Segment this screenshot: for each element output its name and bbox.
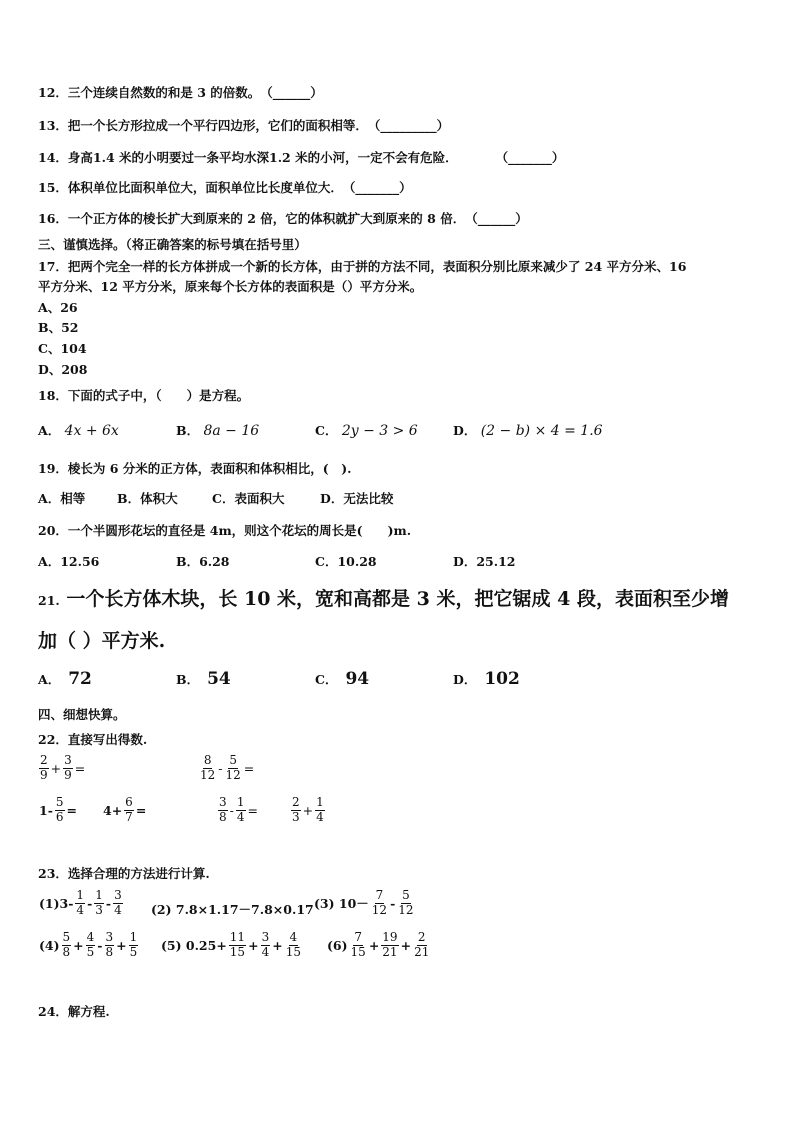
option-b[interactable]: B．6.28 bbox=[176, 554, 230, 569]
question-18: 18．下面的式子中，（ ）是方程。 bbox=[38, 388, 250, 403]
question-21-line1: 21. 一个长方体木块，长 10 米，宽和高都是 3 米，把它锯成 4 段，表面积至少增 bbox=[38, 588, 729, 610]
question-22: 22．直接写出得数. bbox=[38, 732, 148, 747]
question-12: 12．三个连续自然数的和是 3 的倍数。（______） bbox=[38, 85, 323, 100]
option-a[interactable]: A． 4x + 6x bbox=[38, 423, 119, 439]
question-19: 19．棱长为 6 分米的正方体，表面积和体积相比，( ). bbox=[38, 461, 352, 476]
question-14: 14．身高1.4 米的小明要过一条平均水深1.2 米的小河，一定不会有危险． （_______） bbox=[38, 150, 565, 165]
option-c[interactable]: C．10.28 bbox=[315, 554, 377, 569]
answer-blank[interactable]: （_______） bbox=[495, 150, 565, 165]
option-b[interactable]: B．体积大 bbox=[117, 491, 178, 506]
option-c[interactable]: C． 94 bbox=[315, 669, 370, 689]
problem-3: (3) 10－ $\frac{7}{12}$ - $\frac{5}{12}$ bbox=[314, 888, 414, 917]
option-c[interactable]: C．表面积大 bbox=[212, 491, 285, 506]
option-a[interactable]: A、26 bbox=[38, 300, 78, 315]
option-d[interactable]: D． 102 bbox=[453, 669, 520, 689]
problem-4: (4) $\frac{5}{8}$ + $\frac{4}{5}$ - $\frac{3}{8}$ + $\frac{1}{5}$ bbox=[39, 930, 138, 959]
option-a[interactable]: A．相等 bbox=[38, 491, 86, 506]
question-23: 23．选择合理的方法进行计算. bbox=[38, 866, 210, 881]
option-a[interactable]: A． 72 bbox=[38, 669, 92, 689]
option-b[interactable]: B． 8a − 16 bbox=[176, 423, 260, 439]
question-21-line2: 加（ ）平方米. bbox=[38, 630, 166, 652]
answer-blank[interactable]: （_______） bbox=[342, 180, 412, 195]
section-heading-3: 三、谨慎选择。（将正确答案的标号填在括号里） bbox=[38, 237, 307, 252]
option-a[interactable]: A．12.56 bbox=[38, 554, 100, 569]
expression-3: 1- $\frac{5}{6}$ = bbox=[39, 795, 78, 824]
option-d[interactable]: D． (2 − b) × 4 = 1.6 bbox=[453, 423, 603, 439]
answer-blank[interactable]: （______） bbox=[465, 211, 528, 226]
option-b[interactable]: B、52 bbox=[38, 320, 79, 335]
expression-1: $\frac{2}{9}$ + $\frac{3}{9}$ = bbox=[40, 753, 86, 782]
answer-blank[interactable]: （_________） bbox=[367, 118, 450, 133]
option-b[interactable]: B． 54 bbox=[176, 669, 231, 689]
option-d[interactable]: D．25.12 bbox=[453, 554, 516, 569]
expression-6: $\frac{2}{3}$ + $\frac{1}{4}$ bbox=[292, 795, 324, 824]
problem-1: (1)3- $\frac{1}{4}$ - $\frac{1}{3}$ - $\frac{3}{4}$ bbox=[39, 888, 122, 917]
expression-4: 4+ $\frac{6}{7}$ = bbox=[103, 795, 147, 824]
option-c[interactable]: C． 2y − 3 > 6 bbox=[315, 423, 418, 439]
question-15: 15．体积单位比面积单位大，面积单位比长度单位大．（_______） bbox=[38, 180, 412, 195]
problem-2: (2) 7.8×1.17－7.8×0.17 bbox=[151, 902, 314, 917]
option-d[interactable]: D．无法比较 bbox=[320, 491, 394, 506]
option-d[interactable]: D、208 bbox=[38, 362, 88, 377]
problem-6: (6) $\frac{7}{15}$ + $\frac{19}{21}$ + $\frac{2}{21}$ bbox=[327, 930, 430, 959]
question-16: 16．一个正方体的棱长扩大到原来的 2 倍，它的体积就扩大到原来的 8 倍．（______） bbox=[38, 211, 528, 226]
question-17-line1: 17．把两个完全一样的长方体拼成一个新的长方体，由于拼的方法不同，表面积分别比原来减少了 24 平方分米、16 bbox=[38, 259, 687, 274]
option-c[interactable]: C、104 bbox=[38, 341, 87, 356]
expression-5: $\frac{3}{8}$ - $\frac{1}{4}$ = bbox=[219, 795, 258, 824]
question-13: 13．把一个长方形拉成一个平行四边形，它们的面积相等．（_________） bbox=[38, 118, 450, 133]
problem-5: (5) 0.25+ $\frac{11}{15}$ + $\frac{3}{4}$ + $\frac{4}{15}$ bbox=[161, 930, 301, 959]
section-heading-4: 四、细想快算。 bbox=[38, 707, 126, 722]
question-17-line2: 平方分米、12 平方分米，原来每个长方体的表面积是（）平方分米。 bbox=[38, 279, 423, 294]
question-24: 24．解方程. bbox=[38, 1004, 110, 1019]
expression-2: $\frac{8}{12}$ - $\frac{5}{12}$ = bbox=[200, 753, 255, 782]
question-20: 20．一个半圆形花坛的直径是 4m，则这个花坛的周长是( )m. bbox=[38, 523, 412, 538]
answer-blank[interactable]: （______） bbox=[260, 85, 323, 100]
